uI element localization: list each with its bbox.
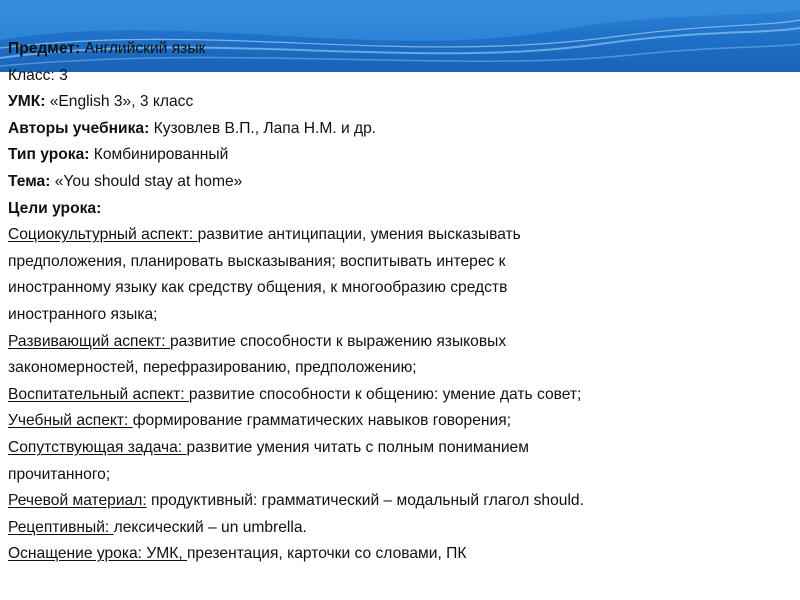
subject-line [8, 36, 798, 63]
sociocultural-text-2: предположения, планировать высказывания; воспитывать интерес к [8, 252, 506, 270]
subject-label: Предмет: [8, 40, 81, 57]
equipment-text: презентация, карточки со словами, ПК [186, 545, 467, 563]
accompanying-text-2: прочитанного; [8, 465, 111, 483]
topic-label: Тема: [8, 172, 51, 190]
developmental-text-2: закономерностей, перефразированию, предположению; [8, 359, 417, 377]
developmental-text: развитие способности к выражению языковых [169, 332, 507, 350]
umk-line [8, 89, 798, 116]
accompanying-text: развитие умения читать с полным пониманием [186, 438, 529, 456]
umk-label: УМК: [8, 93, 46, 111]
educational-text: развитие способности к общению: умение дать совет; [188, 385, 582, 403]
goals-label: Цели урока: [8, 199, 102, 217]
educational-label: Воспитательный аспект: [8, 385, 189, 403]
academic-text: формирование грамматических навыков говорения; [132, 412, 511, 430]
subject-value: Английский язык [80, 40, 206, 57]
umk-value: «English 3», 3 класс [45, 93, 194, 111]
receptive-text: лексический – un umbrella. [113, 518, 307, 536]
sociocultural-text-4: иностранного языка; [8, 305, 158, 323]
lesson-plan-text [8, 36, 798, 568]
speech-material-line [8, 488, 798, 515]
sociocultural-text: развитие антиципации, умения высказывать [197, 226, 521, 244]
academic-line [8, 408, 798, 435]
accompanying-label: Сопутствующая задача: [8, 438, 187, 456]
grade-text: Класс: 3 [8, 66, 68, 84]
receptive-line [8, 515, 798, 542]
sociocultural-line [8, 222, 798, 249]
equipment-label: Оснащение урока: УМК, [8, 545, 187, 563]
speech-material-label: Речевой материал: [8, 492, 147, 510]
goals-heading [8, 196, 798, 223]
lesson-type-value: Комбинированный [89, 146, 229, 164]
topic-value: «You should stay at home» [50, 172, 243, 190]
receptive-label: Рецептивный: [8, 518, 114, 536]
authors-label: Авторы учебника: [8, 119, 150, 137]
sociocultural-text-3: иностранному языку как средству общения, к многообразию средств [8, 279, 508, 297]
academic-label: Учебный аспект: [8, 412, 133, 430]
developmental-line [8, 329, 798, 356]
authors-line [8, 116, 798, 143]
equipment-line [8, 541, 798, 568]
developmental-label: Развивающий аспект: [8, 332, 170, 350]
topic-line [8, 169, 798, 196]
authors-value: Кузовлев В.П., Лапа Н.М. и др. [149, 119, 377, 137]
lesson-type-line [8, 142, 798, 169]
sociocultural-label: Социокультурный аспект: [8, 226, 198, 244]
developmental-line-2 [8, 355, 798, 382]
speech-material-text: продуктивный: грамматический – модальный глагол should. [146, 492, 584, 510]
sociocultural-line-4 [8, 302, 798, 329]
lesson-type-label: Тип урока: [8, 146, 90, 164]
accompanying-line-2 [8, 462, 798, 489]
accompanying-line [8, 435, 798, 462]
educational-line [8, 382, 798, 409]
grade-line [8, 63, 798, 90]
sociocultural-line-3 [8, 275, 798, 302]
sociocultural-line-2 [8, 249, 798, 276]
